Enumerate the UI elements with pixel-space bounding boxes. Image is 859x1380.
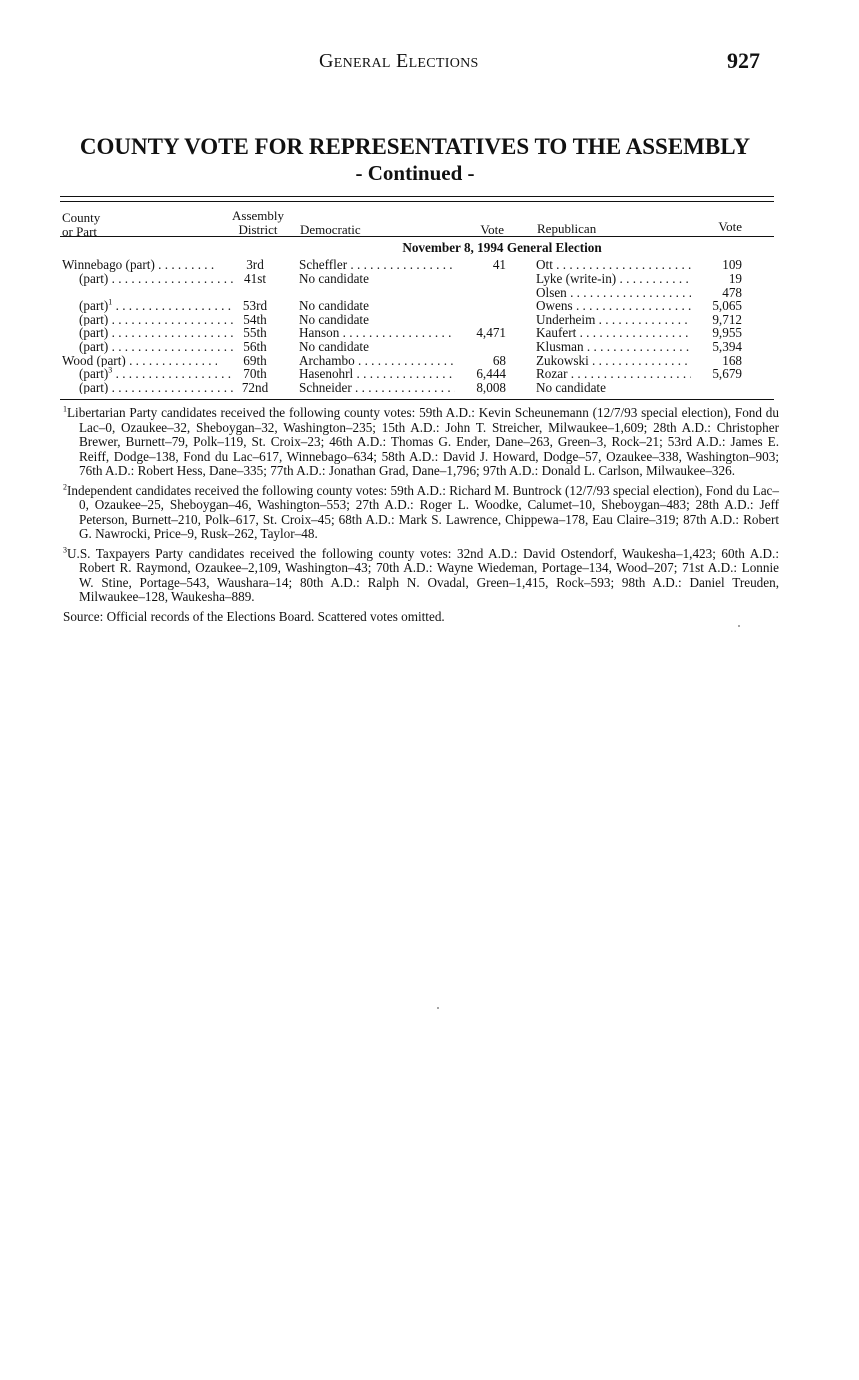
republican-cell: [536, 313, 691, 327]
source-note: Source: Official records of the Elections Board. Scattered votes omitted.: [63, 608, 445, 624]
district-cell: 72nd: [241, 379, 269, 395]
republican-name: Underheim: [536, 312, 596, 327]
republican-name: Kaufert: [536, 326, 577, 340]
district-cell: 70th: [243, 366, 267, 382]
header-district-line1: Assembly: [232, 208, 284, 223]
county-name: (part): [79, 312, 109, 327]
democratic-vote-cell: 41: [492, 257, 506, 273]
footnote-text: U.S. Taxpayers Party candidates received the following county votes: 32nd A.D.: David Ostendorf, Waukesha–1,423; 60th A.D.: Robert R. Raymond, Ozaukee–2,109, Washington–43; 70th A.D.: Wayne Wiedeman, Portage–134, Wood–207; 71st A.D.: Lonnie W. Stine, Portage–543, Waushara–14; 80th A.D.: Ralph N. Ovadal, Green–1,415, Rock–593; 98th A.D.: Daniel Treuden, Milwaukee–128, Waukesha–889.: [67, 545, 779, 604]
footnote-marker: 2: [63, 482, 67, 492]
republican-cell: [536, 299, 691, 313]
democratic-name: Scheffler: [299, 258, 348, 272]
district-cell: 54th: [243, 311, 267, 327]
republican-name: No candidate: [536, 380, 606, 395]
republican-name: Klusman: [536, 339, 584, 354]
democratic-cell: [299, 272, 455, 286]
district-cell: 53rd: [242, 298, 268, 314]
democratic-name: No candidate: [299, 299, 369, 313]
democratic-cell: [299, 299, 455, 313]
republican-cell: [536, 286, 691, 300]
democratic-cell: [299, 313, 455, 327]
footnote: [63, 406, 779, 479]
header-dem-vote: Vote: [480, 222, 504, 237]
republican-name: Owens: [536, 299, 573, 313]
democratic-vote-cell: 8,008: [476, 379, 506, 395]
county-name: (part): [79, 299, 109, 313]
democratic-name: No candidate: [299, 312, 369, 327]
democratic-cell: [299, 367, 455, 381]
county-cell: [62, 340, 234, 354]
county-name: Winnebago (part): [62, 258, 155, 272]
footnote-text: Libertarian Party candidates received the following county votes: 59th A.D.: Kevin Scheunemann (12/7/93 special election), Fond du Lac–0, Ozaukee–32, Sheboygan–32, Washington–235; 15th A.D.: John T. Streicher, Milwaukee–1,609; 28th A.D.: Christopher Brewer, Burnett–79, Polk–119, St. Croix–23; 46th A.D.: Thomas G. Ender, Dane–263, Green–3, Rock–21; 53rd A.D.: James E. Reiff, Dodge–138, Fond du Lac–617, Winnebago–634; 58th A.D.: David J. Howard, Dodge–57, Ozaukee–338, Washington–903; 76th A.D.: Robert Hess, Dane–335; 77th A.D.: Jonathan Grad, Dane–1,796; 97th A.D.: Donald L. Carlson, Milwaukee–326.: [67, 405, 779, 478]
county-cell: [62, 354, 217, 368]
header-rule: [60, 236, 774, 237]
footnote-marker: 3: [63, 545, 67, 555]
republican-cell: [536, 354, 691, 368]
table-row: [60, 272, 774, 286]
county-name: (part): [79, 339, 109, 354]
republican-name: Rozar: [536, 367, 568, 381]
running-head: [0, 50, 859, 76]
county-name: Wood (part): [62, 353, 126, 368]
democratic-cell: [299, 340, 455, 354]
county-cell: [62, 299, 234, 313]
section-label: November 8, 1994 General Election: [402, 240, 602, 255]
table-row: [60, 381, 774, 395]
footnote: [63, 484, 779, 542]
county-name: (part): [79, 271, 109, 286]
top-rule: [60, 196, 774, 197]
running-title: General Elections: [319, 50, 479, 72]
table-row: [60, 340, 774, 354]
top-rule-inner: [60, 201, 774, 202]
republican-cell: [536, 272, 691, 286]
table-row: [60, 354, 774, 368]
table-row: [60, 299, 774, 313]
republican-cell: [536, 367, 691, 381]
header-county-line2: or Part: [62, 224, 98, 239]
header-county-line1: County: [62, 210, 101, 225]
footnote-marker: 3: [108, 367, 113, 375]
table-row: [60, 258, 774, 272]
democratic-name: Hanson: [299, 326, 340, 340]
republican-vote-cell: 9,955: [712, 325, 742, 341]
header-district-line2: District: [238, 222, 278, 237]
republican-cell: [536, 326, 691, 340]
table-row: [60, 326, 774, 340]
county-name: (part): [79, 380, 109, 395]
county-cell: [62, 272, 234, 286]
democratic-cell: [299, 381, 455, 395]
county-name: (part): [79, 326, 109, 340]
republican-vote-cell: 5,679: [712, 366, 742, 382]
county-cell: [62, 326, 234, 340]
republican-vote-cell: 109: [722, 257, 742, 273]
header-rep-vote: Vote: [718, 219, 742, 234]
footnote-marker: 1: [108, 299, 113, 307]
republican-vote-cell: 168: [722, 352, 742, 368]
paper-speck: [738, 625, 740, 627]
democratic-name: No candidate: [299, 271, 369, 286]
republican-vote-cell: 478: [722, 284, 742, 300]
county-name: (part): [79, 367, 109, 381]
democratic-name: Schneider: [299, 380, 352, 395]
republican-vote-cell: 5,065: [712, 298, 742, 314]
footnote: [63, 547, 779, 605]
vote-table: [60, 240, 774, 394]
table-row: [60, 313, 774, 327]
republican-vote-cell: 9,712: [712, 311, 742, 327]
page-title: COUNTY VOTE FOR REPRESENTATIVES TO THE ASSEMBLY: [79, 134, 751, 159]
page-subtitle: - Continued -: [355, 161, 475, 185]
republican-name: Lyke (write-in): [536, 271, 617, 286]
county-cell: [62, 367, 234, 381]
republican-name: Zukowski: [536, 353, 589, 368]
republican-vote-cell: 19: [728, 270, 742, 286]
republican-name: Ott: [536, 258, 553, 272]
footnote-text: Independent candidates received the following county votes: 59th A.D.: Richard M. Buntrock (12/7/93 special election), Fond du Lac–0, Ozaukee–25, Sheboygan–46, Washington–553; 27th A.D.: Roger L. Woodke, Calumet–10, Sheboygan–483; 28th A.D.: Jeff Peterson, Burnett–210, Polk–617, St. Croix–45; 68th A.D.: Mark S. Lawrence, Chippewa–178, Eau Claire–319; 87th A.D.: Robert G. Nawrocki, Price–9, Rusk–262, Taylor–48.: [67, 482, 779, 541]
paper-speck: [437, 1007, 439, 1009]
republican-name: Olsen: [536, 285, 567, 300]
page-number: 927: [727, 48, 760, 73]
democratic-vote-cell: 4,471: [476, 325, 506, 341]
democratic-cell: [299, 258, 455, 272]
county-cell: [62, 381, 234, 395]
header-democratic: Democratic: [300, 222, 361, 237]
table-row: [60, 286, 774, 300]
republican-cell: [536, 381, 691, 395]
district-cell: 41st: [244, 270, 266, 286]
table-bottom-rule: [60, 399, 774, 400]
republican-vote-cell: 5,394: [712, 338, 742, 354]
democratic-name: Hasenohrl: [299, 367, 354, 381]
header-district: [226, 209, 290, 237]
democratic-name: Archambo: [299, 353, 355, 368]
district-cell: 3rd: [246, 257, 264, 273]
democratic-cell: [299, 326, 455, 340]
county-cell: [62, 258, 217, 272]
county-cell: [62, 313, 234, 327]
democratic-name: No candidate: [299, 339, 369, 354]
header-republican: Republican: [537, 221, 597, 236]
footnote-marker: 1: [63, 404, 67, 414]
democratic-cell: [299, 354, 455, 368]
district-cell: 56th: [243, 338, 267, 354]
district-cell: 69th: [243, 352, 267, 368]
republican-cell: [536, 258, 691, 272]
democratic-vote-cell: 6,444: [476, 366, 506, 382]
republican-cell: [536, 340, 691, 354]
democratic-vote-cell: 68: [492, 352, 506, 368]
table-row: [60, 367, 774, 381]
district-cell: 55th: [243, 325, 267, 341]
footnotes: [63, 406, 779, 624]
header-county: [62, 211, 100, 239]
